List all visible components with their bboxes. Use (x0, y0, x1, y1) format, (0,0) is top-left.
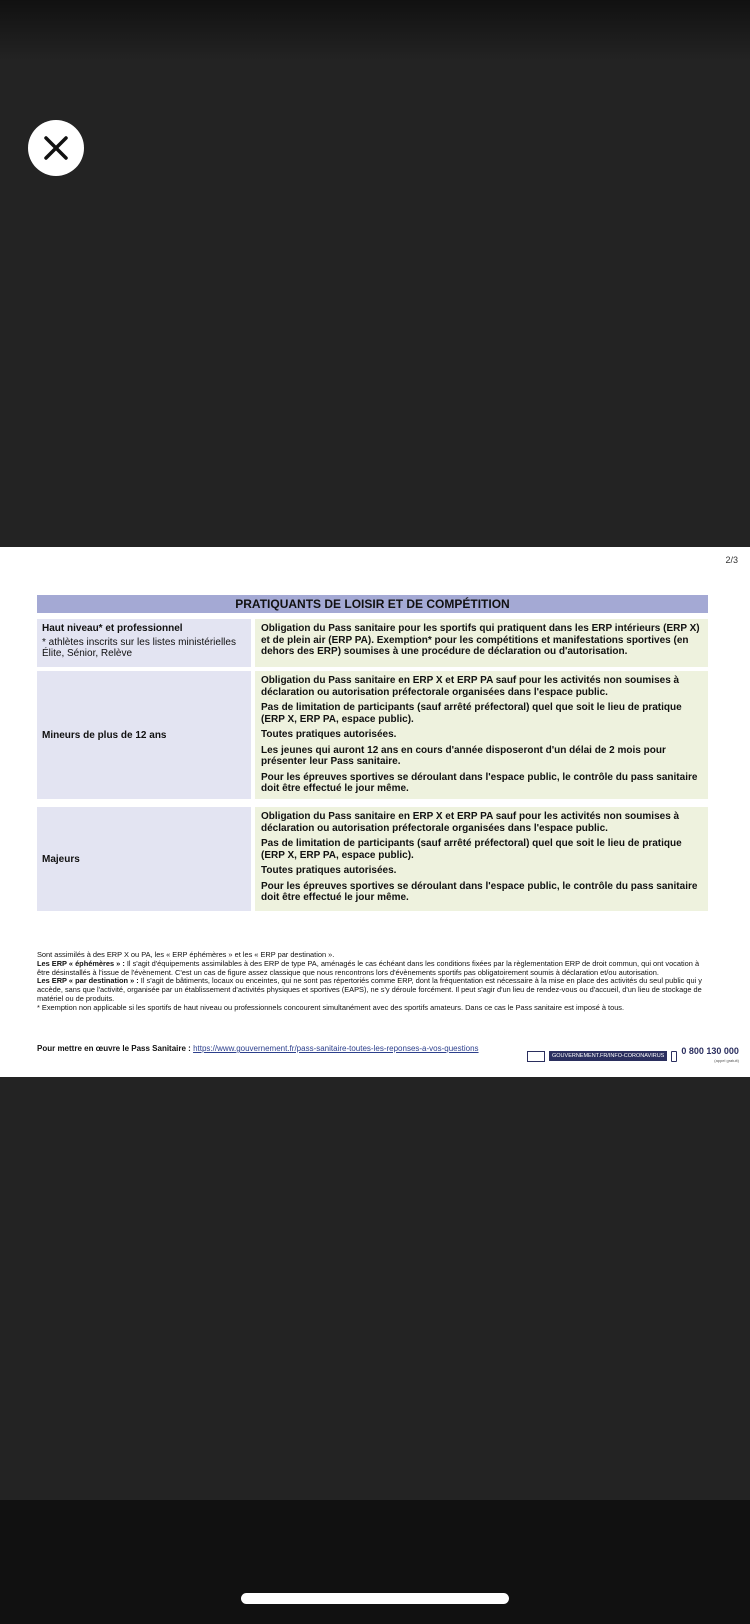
row-paragraph: Obligation du Pass sanitaire en ERP X et ERP PA sauf pour les activités non soumises à déclaration ou autorisation préfectorale organisées dans l'espace public. (261, 811, 680, 834)
row-label-cell (37, 807, 251, 911)
table-title: PRATIQUANTS DE LOISIR ET DE COMPÉTITION (37, 595, 708, 613)
phone-number-text: 0 800 130 000 (681, 1046, 739, 1056)
footnote-destination (37, 977, 712, 1003)
close-icon (42, 134, 70, 162)
footnote-text: Il s'agit de bâtiments, locaux ou enceintes, qui ne sont pas répertoriés comme ERP, dont la fréquentation est nécessaire à la mise en place des activités du seul public qui y accède, sans que l'activité, organisée par un établissement d'activités physiques et sportives (EAPS), ne s'y déroule forcément. Il peut s'agir d'un lieu de rendez-vous ou d'accueil, d'un lieu de stockage de matériel ou de produits. (37, 976, 702, 1003)
row-label: Mineurs de plus de 12 ans (42, 729, 167, 741)
row-label: Majeurs (42, 853, 80, 865)
footnote-label: Les ERP « par destination » : (37, 976, 139, 986)
document-image (0, 547, 750, 1077)
row-paragraph: Pour les épreuves sportives se déroulant dans l'espace public, le contrôle du pass sanitaire doit être effectué le jour même. (261, 771, 698, 794)
row-paragraph: Obligation du Pass sanitaire en ERP X et ERP PA sauf pour les activités non soumises à déclaration ou autorisation préfectorale organisées dans l'espace public. (261, 675, 680, 698)
row-paragraph: Pas de limitation de participants (sauf arrêté préfectoral) quel que soit le lieu de pratique (ERP X, ERP PA, espace public). (261, 838, 682, 861)
gov-info-badge (527, 1047, 739, 1065)
row-paragraph: Toutes pratiques autorisées. (261, 729, 397, 740)
row-content-cell (255, 619, 708, 667)
gov-site-label: GOUVERNEMENT.FR/INFO-CORONAVIRUS (549, 1051, 667, 1061)
pass-sanitaire-link[interactable]: https://www.gouvernement.fr/pass-sanitaire-toutes-les-reponses-a-vos-questions (193, 1044, 479, 1053)
footnote-line: Sont assimilés à des ERP X ou PA, les « ERP éphémères » et les « ERP par destination ». (37, 950, 335, 959)
link-prefix: Pour mettre en œuvre le Pass Sanitaire : (37, 1044, 194, 1053)
row-note: * athlètes inscrits sur les listes ministérielles Élite, Sénior, Relève (42, 637, 236, 659)
table-row (37, 671, 708, 799)
pass-sanitaire-link-line (37, 1044, 479, 1053)
footnote-exemption: * Exemption non applicable si les sportifs de haut niveau ou professionnels concourent simultanément avec des sportifs amateurs. Dans ce cas le Pass sanitaire est imposé à tous. (37, 1002, 625, 1012)
home-indicator[interactable] (241, 1593, 509, 1604)
close-button[interactable] (28, 120, 84, 176)
footnote-ephemeres (37, 960, 712, 978)
row-content-cell (255, 671, 708, 799)
phone-number (681, 1047, 739, 1065)
row-paragraph: Toutes pratiques autorisées. (261, 865, 397, 876)
footnote-text: Il s'agit d'équipements assimilables à des ERP de type PA, aménagés le cas échéant dans les conditions fixées par la règlementation ERP de droit commun, qui ont vocation à être désinstallés à l'issue de l'évènement. C'est un cas de figure assez classique que nous rencontrons lors d'évènements sportifs pas obligatoirement soumis à déclaration et/ou autorisation. (37, 958, 700, 977)
computer-icon (527, 1051, 545, 1062)
row-content-cell (255, 807, 708, 911)
table-row (37, 619, 708, 667)
row-paragraph: Obligation du Pass sanitaire pour les sportifs qui pratiquent dans les ERP intérieurs (ERP X) et de plein air (ERP PA). Exemption* pour les compétitions et manifestations sportives (en dehors des ERP) soumises à une procédure de déclaration ou d'autorisation. (261, 623, 700, 657)
row-paragraph: Pour les épreuves sportives se déroulant dans l'espace public, le contrôle du pass sanitaire doit être effectué le jour même. (261, 880, 698, 903)
row-paragraph: Les jeunes qui auront 12 ans en cours d'année disposeront d'un délai de 2 mois pour présenter leur Pass sanitaire. (261, 744, 666, 767)
footnote-label: Les ERP « éphémères » : (37, 958, 125, 968)
row-label-cell (37, 671, 251, 799)
phone-icon (671, 1051, 677, 1062)
row-paragraph: Pas de limitation de participants (sauf arrêté préfectoral) quel que soit le lieu de pratique (ERP X, ERP PA, espace public). (261, 702, 682, 725)
row-label: Haut niveau* et professionnel (42, 623, 183, 634)
table-row (37, 807, 708, 911)
row-label-cell (37, 619, 251, 667)
bottom-background (0, 1500, 750, 1624)
page-number: 2/3 (725, 555, 738, 565)
phone-note: (appel gratuit) (714, 1058, 739, 1063)
footnotes (37, 951, 712, 1013)
top-background (0, 0, 750, 60)
